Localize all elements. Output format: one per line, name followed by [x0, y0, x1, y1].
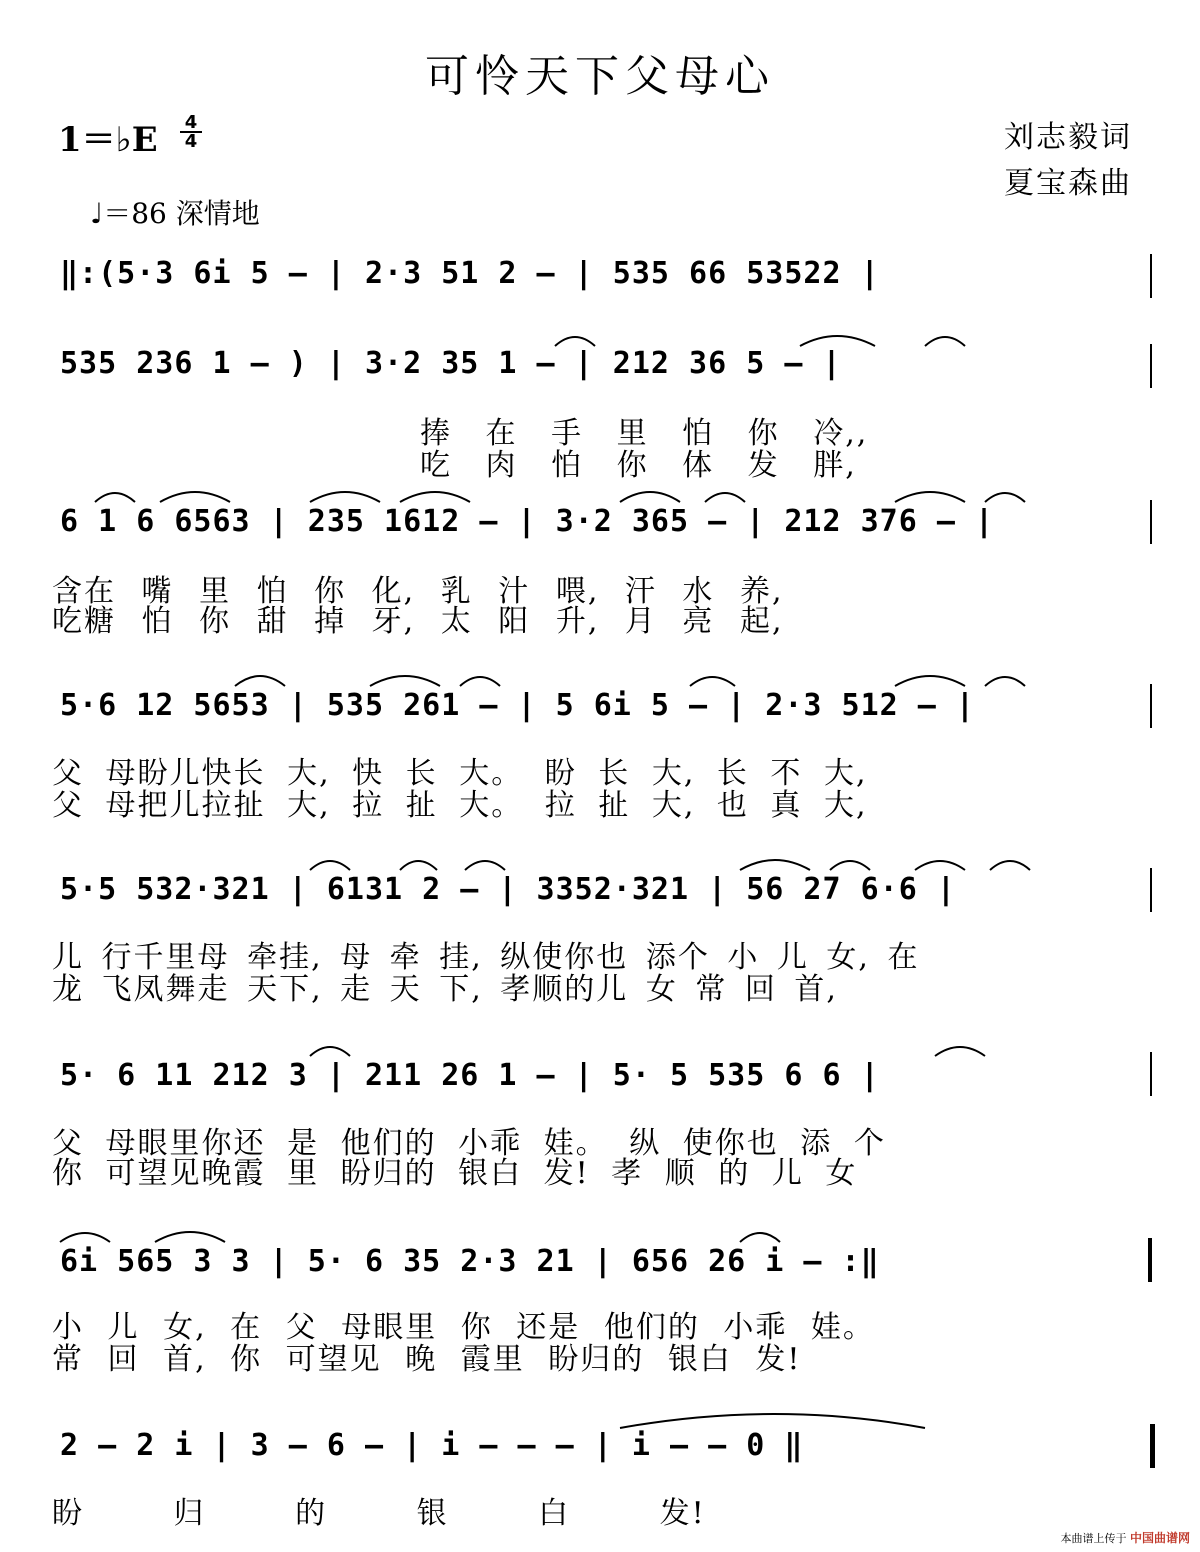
notation-system-8: 2 – 2 i | 3 – 6 – | i – – – | i – – 0 ‖	[60, 1428, 804, 1463]
slur	[990, 861, 1030, 870]
slur	[985, 677, 1025, 686]
lyrics-system-6-verse-2: 你 可望见晚霞 里 盼归的 银白 发! 孝 顺 的 儿 女	[52, 1156, 858, 1191]
slur	[95, 493, 135, 502]
lyrics-system-8-verse-1: 盼 归 的 银 白 发!	[52, 1496, 706, 1531]
slur	[895, 492, 965, 502]
slur	[830, 861, 870, 870]
lyricist-credit: 刘志毅词	[1004, 120, 1132, 155]
slur	[555, 337, 595, 346]
notation-system-4: 5·6 12 5653 | 535 261 – | 5 6i 5 – | 2·3 512 – |	[60, 688, 975, 723]
slur	[895, 676, 965, 686]
notation-system-7: 6i 565 3 3 | 5· 6 35 2·3 21 | 656 26 i – :‖	[60, 1244, 880, 1279]
composer-credit: 夏宝森曲	[1004, 166, 1132, 201]
slur	[460, 677, 500, 686]
slur	[740, 1233, 780, 1242]
slur	[800, 336, 875, 346]
time-signature-bottom: 4	[184, 131, 198, 152]
lyrics-system-4-verse-1: 父 母盼儿快长 大, 快 长 大。 盼 长 大, 长 不 大,	[52, 756, 868, 791]
slur	[620, 1414, 925, 1428]
lyrics-system-5-verse-2: 龙 飞凤舞走 天下, 走 天 下, 孝顺的儿 女 常 回 首,	[52, 972, 838, 1007]
slur	[465, 861, 505, 870]
lyrics-system-7-verse-2: 常 回 首, 你 可望见 晚 霞里 盼归的 银白 发!	[52, 1342, 802, 1377]
slur	[155, 1232, 225, 1242]
slur	[935, 1047, 985, 1056]
watermark	[1060, 1529, 1190, 1546]
slur	[925, 337, 965, 346]
lyrics-system-4-verse-2: 父 母把儿拉扯 大, 拉 扯 大。 拉 扯 大, 也 真 大,	[52, 788, 868, 823]
slur	[60, 1233, 110, 1242]
lyrics-system-7-verse-1: 小 儿 女, 在 父 母眼里 你 还是 他们的 小乖 娃。	[52, 1310, 875, 1345]
slur	[310, 492, 380, 502]
slur	[310, 1047, 350, 1056]
slur	[620, 492, 680, 502]
slur	[310, 861, 350, 870]
tempo-marking: ♩＝86 深情地	[90, 197, 260, 230]
slur	[740, 860, 810, 870]
slur	[690, 677, 735, 686]
watermark-text: 本曲谱上传于	[1060, 1532, 1127, 1545]
notation-system-6: 5· 6 11 212 3 | 211 26 1 – | 5· 5 535 6 6 |	[60, 1058, 880, 1093]
slur	[915, 861, 965, 870]
lyrics-system-5-verse-1: 儿 行千里母 牵挂, 母 牵 挂, 纵使你也 添个 小 儿 女, 在	[52, 940, 920, 975]
slur	[985, 493, 1025, 502]
slur	[160, 492, 230, 502]
slur	[400, 492, 470, 502]
notation-system-3: 6 1 6 6563 | 235 1612 – | 3·2 365 – | 212 376 – |	[60, 504, 995, 539]
watermark-brand: 中国曲谱网	[1129, 1531, 1190, 1545]
page-title: 可怜天下父母心	[425, 51, 775, 102]
notation-system-1: ‖:(5·3 6i 5 – | 2·3 51 2 – | 535 66 53522 |	[60, 256, 880, 291]
key-signature: 1＝♭E	[58, 120, 158, 160]
slur	[235, 676, 285, 686]
notation-system-5: 5·5 532·321 | 6131 2 – | 3352·321 | 56 27 6·6 |	[60, 872, 956, 907]
slur	[370, 676, 440, 686]
slur	[705, 493, 745, 502]
lyrics-system-3-verse-1: 含在 嘴 里 怕 你 化, 乳 汁 喂, 汗 水 养,	[52, 574, 784, 609]
slur	[400, 861, 437, 870]
lyrics-system-6-verse-1: 父 母眼里你还 是 他们的 小乖 娃。 纵 使你也 添 个	[52, 1126, 886, 1161]
notation-system-2: 535 236 1 – ) | 3·2 35 1 – | 212 36 5 – |	[60, 346, 842, 381]
lyrics-system-2-verse-1: 捧 在 手 里 怕 你 冷,,	[420, 416, 869, 451]
time-signature-top: 4	[184, 112, 198, 133]
lyrics-system-2-verse-2: 吃 肉 怕 你 体 发 胖,	[420, 448, 857, 483]
lyrics-system-3-verse-2: 吃糖 怕 你 甜 掉 牙, 太 阳 升, 月 亮 起,	[52, 604, 784, 639]
